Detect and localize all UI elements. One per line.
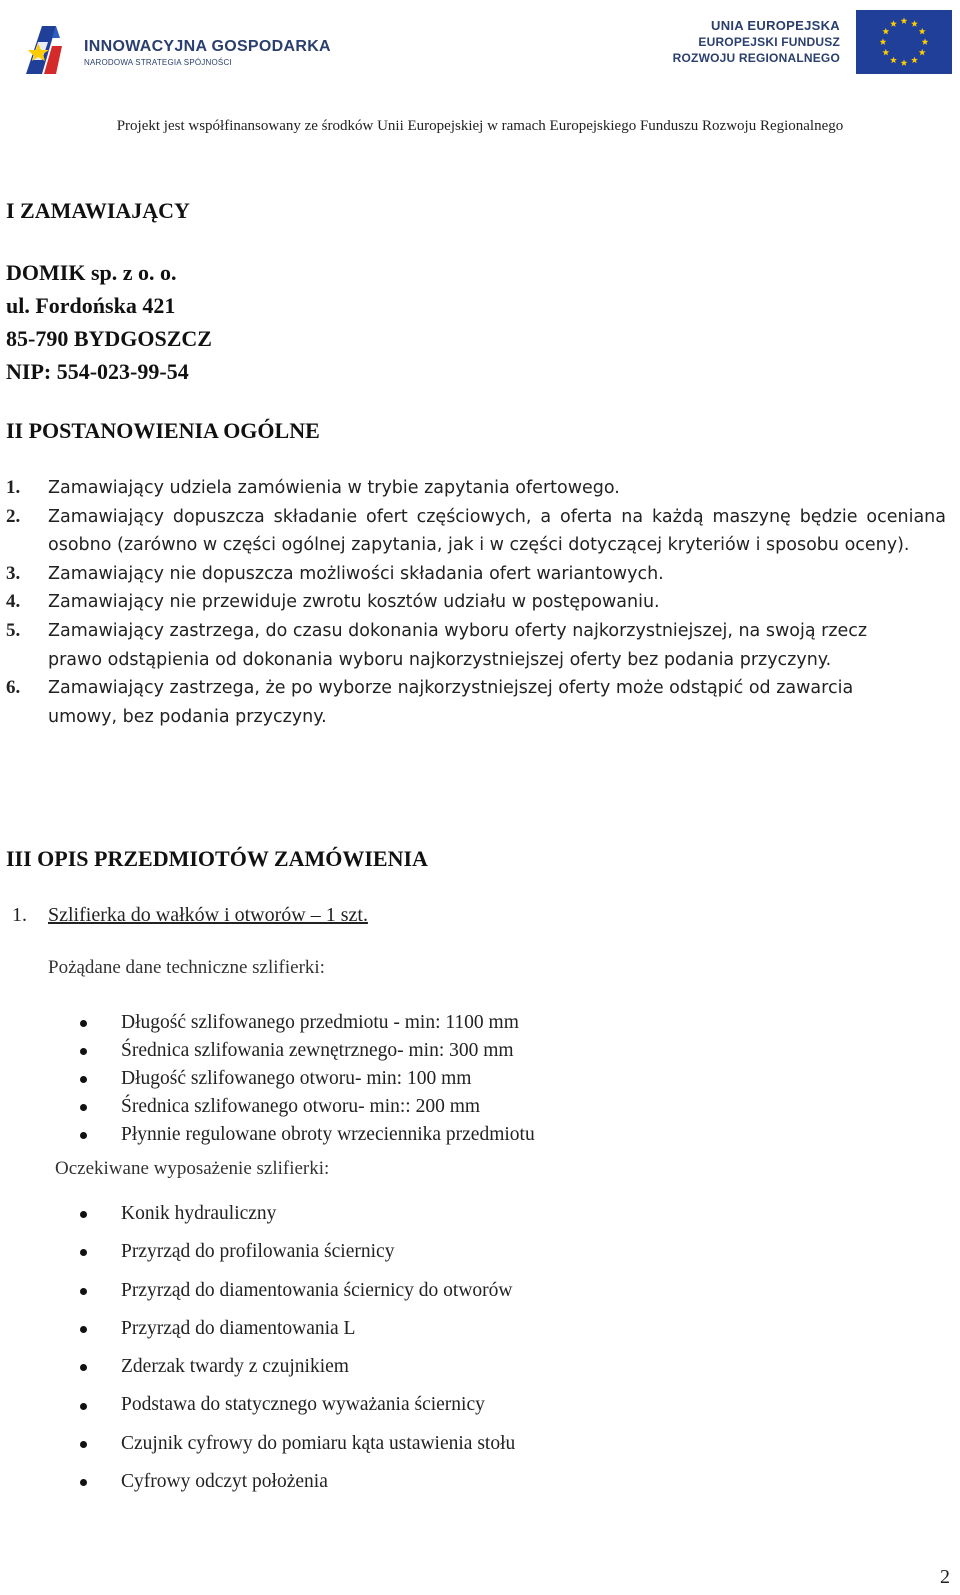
item-number: 3. (6, 562, 21, 584)
postal-city: 85-790 BYDGOSZCZ (6, 326, 212, 351)
list-item (0, 1272, 515, 1310)
equipment-heading: Oczekiwane wyposażenie szlifierki: (55, 1158, 330, 1179)
section-2-heading: II POSTANOWIENIA OGÓLNE (6, 418, 320, 443)
equipment-list (0, 1195, 515, 1501)
equipment-item: Cyfrowy odczyt położenia (121, 1471, 328, 1493)
ig-logo-title: INNOWACYJNA GOSPODARKA (84, 38, 331, 55)
item-text: Zamawiający nie dopuszcza możliwości składania ofert wariantowych. (48, 563, 664, 584)
item-1-name: Szlifierka do wałków i otworów – 1 szt. (48, 904, 368, 926)
bullet-icon (80, 1326, 87, 1333)
ig-logo-subtitle: NARODOWA STRATEGIA SPÓJNOŚCI (84, 58, 232, 67)
innowacyjna-gospodarka-logo (22, 16, 331, 80)
ig-emblem-icon (22, 16, 78, 80)
bullet-icon (80, 1048, 87, 1055)
tech-spec: Długość szlifowanego przedmiotu - min: 1100 mm (121, 1012, 519, 1033)
list-item (0, 1348, 515, 1386)
list-item (0, 1009, 535, 1037)
list-item (0, 1065, 535, 1093)
bullet-icon (80, 1211, 87, 1218)
list-item (0, 1093, 535, 1121)
list-item (6, 674, 898, 731)
general-provisions-list (6, 474, 946, 731)
ordering-party-address (6, 256, 212, 388)
bullet-icon (80, 1364, 87, 1371)
street: ul. Fordońska 421 (6, 293, 176, 318)
item-1-title (12, 904, 368, 927)
list-item (6, 588, 946, 617)
list-item (0, 1310, 515, 1348)
bullet-icon (80, 1479, 87, 1486)
list-item (0, 1037, 535, 1065)
item-text: Zamawiający dopuszcza składanie ofert częściowych, a oferta na każdą maszynę będzie oceniana osobno (zarówno w części ogólnej zapytania, jak i w części dotyczącej kryteriów i sposobu oceny). (48, 506, 946, 556)
tech-spec: Długość szlifowanego otworu- min: 100 mm (121, 1068, 472, 1089)
list-item (6, 560, 946, 589)
eu-line-1: UNIA EUROPEJSKA (711, 18, 840, 33)
item-number: 6. (6, 677, 21, 699)
item-text: Zamawiający zastrzega, do czasu dokonania wyboru oferty najkorzystniejszej, na swoją rzecz prawo odstąpienia od dokonania wyboru najkorzystniejszej oferty bez podania przyczyny. (48, 620, 868, 670)
tech-spec: Średnica szlifowania zewnętrznego- min: 300 mm (121, 1040, 514, 1061)
item-text: Zamawiający udziela zamówienia w trybie zapytania ofertowego. (48, 478, 620, 498)
eu-line-3: ROZWOJU REGIONALNEGO (672, 51, 840, 65)
technical-data-heading: Pożądane dane techniczne szlifierki: (48, 957, 325, 978)
equipment-item: Przyrząd do diamentowania ściernicy do otworów (121, 1279, 513, 1301)
tech-spec: Płynnie regulowane obroty wrzeciennika przedmiotu (121, 1124, 535, 1145)
item-number: 2. (6, 505, 21, 527)
bullet-icon (80, 1104, 87, 1111)
list-item (0, 1463, 515, 1501)
list-item (6, 503, 946, 560)
eu-logo-text (673, 18, 840, 66)
list-item (0, 1195, 515, 1233)
bullet-icon (80, 1076, 87, 1083)
cofunding-note: Projekt jest współfinansowany ze środków Unii Europejskiej w ramach Europejskiego Funduszu Rozwoju Regionalnego (116, 118, 844, 134)
bullet-icon (80, 1020, 87, 1027)
list-item (0, 1233, 515, 1271)
item-number: 4. (6, 591, 21, 613)
bullet-icon (80, 1403, 87, 1410)
section-3-heading: III OPIS PRZEDMIOTÓW ZAMÓWIENIA (6, 846, 428, 871)
tech-spec: Średnica szlifowanego otworu- min:: 200 mm (121, 1096, 481, 1117)
list-item (6, 474, 946, 503)
eu-line-2: EUROPEJSKI FUNDUSZ (698, 35, 840, 49)
list-item (0, 1386, 515, 1424)
equipment-item: Konik hydrauliczny (121, 1203, 277, 1224)
tax-id: NIP: 554-023-99-54 (6, 359, 189, 384)
equipment-item: Podstawa do statycznego wyważania ściernicy (121, 1394, 485, 1416)
item-1-number: 1. (12, 904, 27, 926)
item-text: Zamawiający nie przewiduje zwrotu kosztów udziału w postępowaniu. (48, 592, 660, 613)
section-1-heading: I ZAMAWIAJĄCY (6, 198, 190, 223)
equipment-item: Zderzak twardy z czujnikiem (121, 1356, 349, 1378)
list-item (0, 1425, 515, 1463)
eu-flag-icon (856, 10, 952, 74)
list-item (0, 1121, 535, 1149)
equipment-item: Przyrząd do profilowania ściernicy (121, 1241, 395, 1263)
company-name: DOMIK sp. z o. o. (6, 260, 177, 285)
item-number: 5. (6, 619, 21, 641)
bullet-icon (80, 1249, 87, 1256)
bullet-icon (80, 1441, 87, 1448)
item-text: Zamawiający zastrzega, że po wyborze najkorzystniejszej oferty może odstąpić od zawarcia umowy, bez podania przyczyny. (48, 678, 854, 727)
list-item (6, 617, 898, 674)
item-number: 1. (6, 477, 21, 498)
eu-logo (666, 10, 952, 74)
equipment-item: Przyrząd do diamentowania L (121, 1317, 356, 1339)
bullet-icon (80, 1288, 87, 1295)
bullet-icon (80, 1132, 87, 1139)
technical-data-list (0, 1009, 535, 1149)
page-number: 2 (940, 1566, 950, 1588)
equipment-item: Czujnik cyfrowy do pomiaru kąta ustawienia stołu (121, 1432, 516, 1454)
